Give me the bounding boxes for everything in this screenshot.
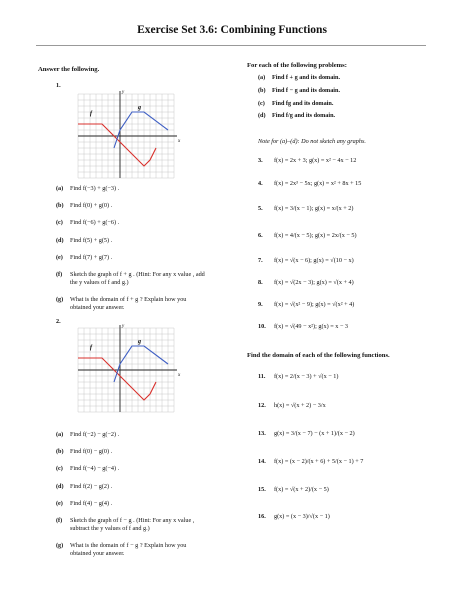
task-c: (c) Find fg and its domain. xyxy=(258,99,334,107)
problem-2-number: 2. xyxy=(56,318,61,325)
q2c: (c) Find f(−4) − g(−4) . xyxy=(56,465,120,473)
f-label: f xyxy=(90,345,92,351)
q1d: (d) Find f(5) + g(5) . xyxy=(56,236,113,244)
x-axis-label: x xyxy=(178,373,181,378)
x-axis-label: x xyxy=(178,139,181,144)
g-label: g xyxy=(138,339,141,345)
y-axis-label: y xyxy=(122,90,125,95)
q1e: (e) Find f(7) + g(7) . xyxy=(56,253,113,261)
problem-16: 16. g(x) = (x − 3)/√(x − 1) xyxy=(258,513,330,520)
q1b: (b) Find f(0) + g(0) . xyxy=(56,202,113,210)
problem-13: 13. g(x) = 3/(x − 7) − (x + 1)/(x − 2) xyxy=(258,430,355,437)
problem-3: 3. f(x) = 2x + 3; g(x) = x² − 4x − 12 xyxy=(258,157,357,164)
q2b: (b) Find f(0) − g(0) . xyxy=(56,448,113,456)
problem-10: 10. f(x) = √(49 − x²); g(x) = x − 3 xyxy=(258,323,349,330)
y-axis-label: y xyxy=(122,324,125,329)
task-b: (b) Find f − g and its domain. xyxy=(258,86,340,94)
problem-2-questions xyxy=(56,431,206,567)
q2d: (d) Find f(2) − g(2) . xyxy=(56,482,113,490)
q2g: (g) What is the domain of f − g ? Explain how you obtained your answer. xyxy=(56,541,187,557)
right-heading: For each of the following problems: xyxy=(247,62,347,69)
graph-problem-2 xyxy=(70,322,180,414)
q2e: (e) Find f(4) − g(4) . xyxy=(56,499,113,507)
problem-11: 11. f(x) = 2/(x − 3) + √(x − 1) xyxy=(258,373,339,380)
problem-4: 4. f(x) = 2x³ − 5x; g(x) = x² + 8x + 15 xyxy=(258,180,362,187)
g-label: g xyxy=(138,105,141,111)
q1a: (a) Find f(−3) + g(−3) . xyxy=(56,185,120,192)
problem-7: 7. f(x) = √(x − 6); g(x) = √(10 − x) xyxy=(258,257,354,264)
task-list xyxy=(258,74,448,125)
task-a: (a) Find f + g and its domain. xyxy=(258,74,340,81)
problem-9: 9. f(x) = √(x² − 9); g(x) = √(x² + 4) xyxy=(258,301,355,308)
graph-f-line xyxy=(78,358,156,400)
graph-f-line xyxy=(78,124,156,166)
problem-1-number: 1. xyxy=(56,82,61,89)
q1c: (c) Find f(−6) + g(−6) . xyxy=(56,219,120,227)
problem-5: 5. f(x) = 3/(x − 1); g(x) = x/(x + 2) xyxy=(258,205,354,212)
title-divider xyxy=(36,45,426,46)
graph-problem-1 xyxy=(70,88,180,180)
domain-heading: Find the domain of each of the following functions. xyxy=(247,352,390,359)
problem-1-questions xyxy=(56,185,206,321)
problem-15: 15. f(x) = √(x + 2)/(x − 5) xyxy=(258,486,329,493)
task-d: (d) Find f/g and its domain. xyxy=(258,112,336,120)
problem-14: 14. f(x) = (x − 2)/(x + 6) + 5/(x − 1) + 7 xyxy=(258,458,364,465)
q1f: (f) Sketch the graph of f + g . (Hint: For any x value , add the y values of f and g.) xyxy=(56,270,205,286)
q1g: (g) What is the domain of f + g ? Explain how you obtained your answer. xyxy=(56,295,187,311)
q2f: (f) Sketch the graph of f − g . (Hint: For any x value , subtract the y values of f and g.) xyxy=(56,516,195,532)
f-label: f xyxy=(90,111,92,117)
page-title: Exercise Set 3.6: Combining Functions xyxy=(137,24,327,36)
problem-8: 8. f(x) = √(2x − 3); g(x) = √(x + 4) xyxy=(258,279,354,286)
q2a: (a) Find f(−2) − g(−2) . xyxy=(56,431,120,438)
problem-12: 12. h(x) = √(x + 2) − 3/x xyxy=(258,402,326,409)
problem-6: 6. f(x) = 4/(x − 5); g(x) = 2x/(x − 5) xyxy=(258,232,357,239)
left-heading: Answer the following. xyxy=(38,66,100,73)
note: Note for (a)–(d): Do not sketch any graphs. xyxy=(258,138,366,145)
